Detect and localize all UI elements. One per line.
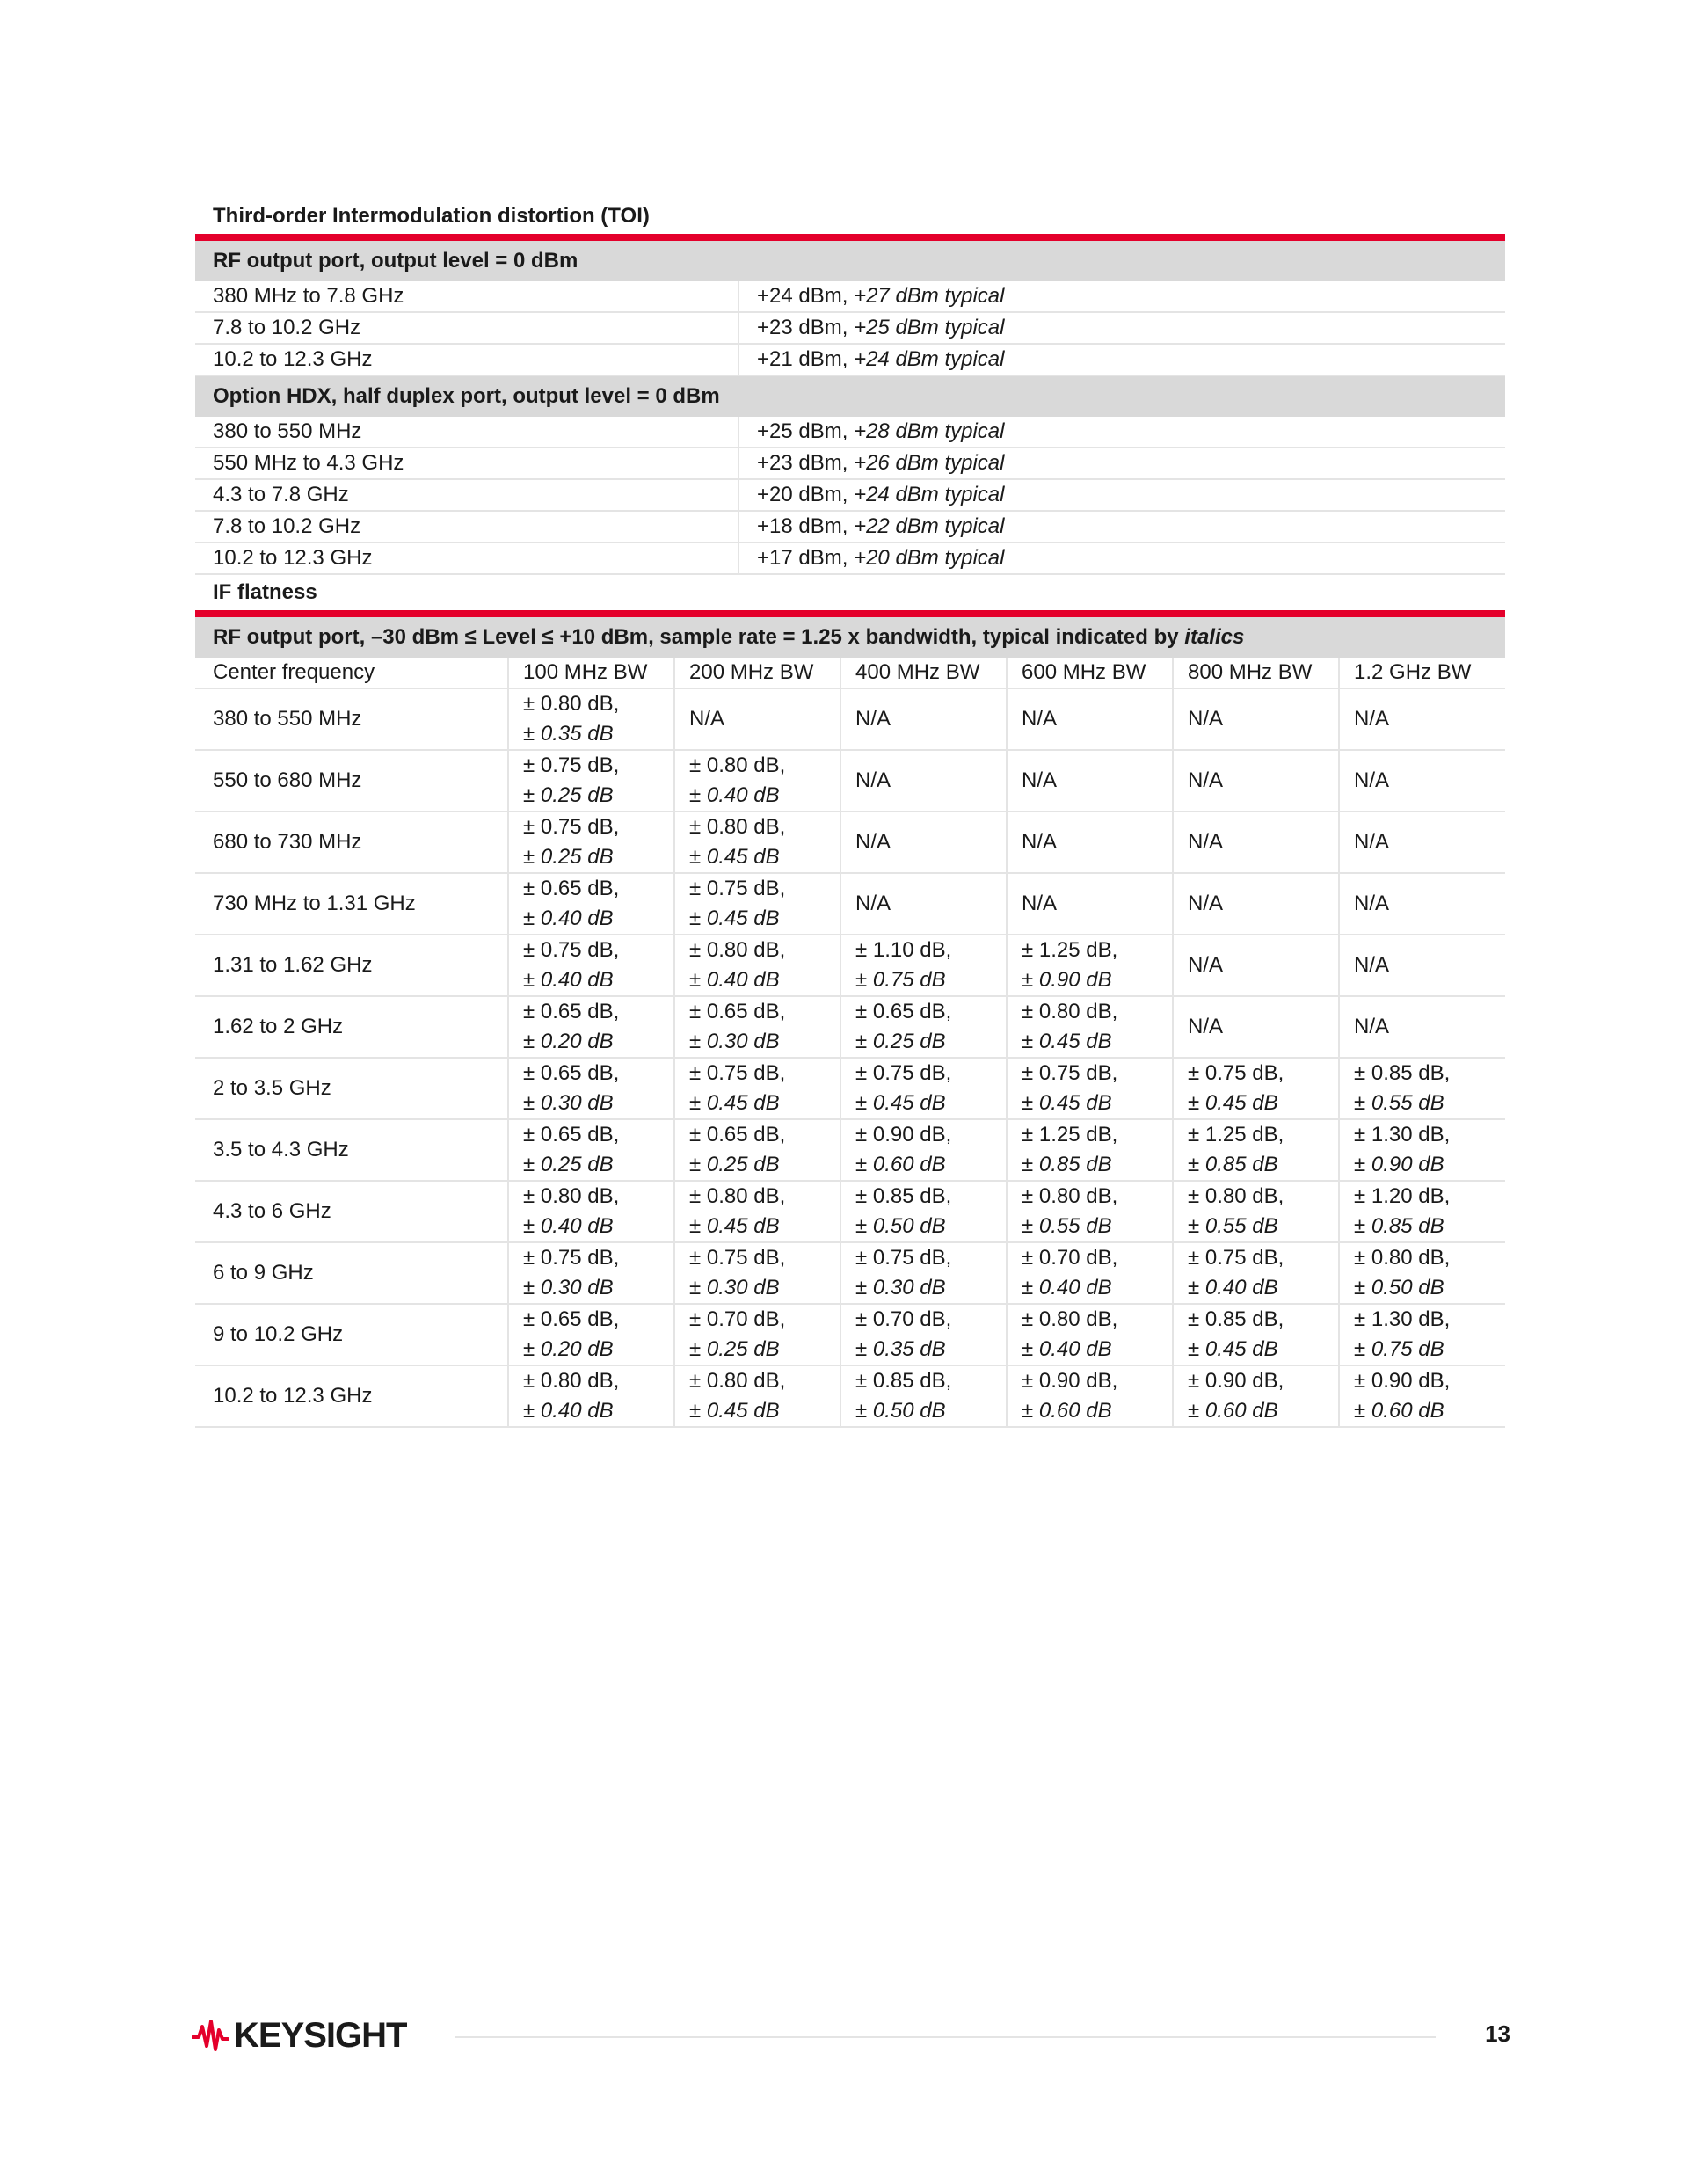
flatness-typical: ± 0.60 dB bbox=[855, 1153, 946, 1176]
column-header: 200 MHz BW bbox=[674, 658, 840, 688]
flatness-spec: ± 0.65 dB, bbox=[523, 1000, 620, 1023]
if-flatness-condition-text: RF output port, –30 dBm ≤ Level ≤ +10 dBm, sample rate = 1.25 x bandwidth, typical indicated by bbox=[213, 625, 1185, 649]
flatness-cell bbox=[1173, 1181, 1339, 1242]
center-frequency: 10.2 to 12.3 GHz bbox=[195, 1365, 508, 1427]
table-row bbox=[195, 996, 1505, 1058]
flatness-cell bbox=[674, 750, 840, 812]
flatness-typical: ± 0.40 dB bbox=[689, 783, 780, 807]
flatness-cell bbox=[1007, 935, 1173, 996]
flatness-spec: ± 0.65 dB, bbox=[689, 1000, 786, 1023]
flatness-typical: ± 0.85 dB bbox=[1354, 1214, 1444, 1238]
flatness-spec: ± 0.90 dB, bbox=[855, 1123, 952, 1147]
flatness-typical: ± 0.35 dB bbox=[523, 722, 614, 746]
flatness-cell: N/A bbox=[1339, 750, 1505, 812]
flatness-typical: ± 0.20 dB bbox=[523, 1337, 614, 1361]
flatness-cell: N/A bbox=[1339, 873, 1505, 935]
flatness-cell bbox=[508, 935, 674, 996]
flatness-spec: ± 0.75 dB, bbox=[855, 1246, 952, 1270]
flatness-spec: ± 0.80 dB, bbox=[689, 938, 786, 962]
flatness-spec: ± 1.25 dB, bbox=[1022, 1123, 1118, 1147]
flatness-spec: ± 0.70 dB, bbox=[1022, 1246, 1118, 1270]
table-row bbox=[195, 935, 1505, 996]
flatness-cell bbox=[1007, 1365, 1173, 1427]
flatness-typical: ± 0.45 dB bbox=[855, 1091, 946, 1115]
flatness-typical: ± 0.20 dB bbox=[523, 1030, 614, 1053]
flatness-typical: ± 0.30 dB bbox=[689, 1030, 780, 1053]
flatness-typical: ± 0.30 dB bbox=[689, 1276, 780, 1299]
keysight-logo bbox=[192, 2013, 406, 2057]
flatness-typical: ± 0.45 dB bbox=[689, 1399, 780, 1423]
flatness-cell bbox=[840, 935, 1007, 996]
center-frequency: 1.62 to 2 GHz bbox=[195, 996, 508, 1058]
flatness-typical: ± 0.25 dB bbox=[855, 1030, 946, 1053]
flatness-spec: ± 0.80 dB, bbox=[523, 692, 620, 716]
flatness-cell bbox=[840, 1365, 1007, 1427]
flatness-spec: ± 0.80 dB, bbox=[1188, 1184, 1284, 1208]
flatness-cell bbox=[508, 1365, 674, 1427]
toi-typical: +28 dBm typical bbox=[854, 419, 1005, 443]
center-frequency: 680 to 730 MHz bbox=[195, 812, 508, 873]
flatness-typical: ± 0.25 dB bbox=[689, 1337, 780, 1361]
flatness-spec: ± 0.80 dB, bbox=[1354, 1246, 1451, 1270]
flatness-typical: ± 0.40 dB bbox=[1022, 1276, 1112, 1299]
flatness-cell bbox=[1339, 1119, 1505, 1181]
toi-typical: +20 dBm typical bbox=[854, 546, 1005, 570]
flatness-typical: ± 0.45 dB bbox=[689, 1091, 780, 1115]
flatness-typical: ± 0.60 dB bbox=[1022, 1399, 1112, 1423]
flatness-spec: ± 0.75 dB, bbox=[1188, 1061, 1284, 1085]
table-row bbox=[195, 812, 1505, 873]
toi-group-header: Option HDX, half duplex port, output level = 0 dBm bbox=[195, 376, 1505, 417]
flatness-spec: ± 1.25 dB, bbox=[1022, 938, 1118, 962]
flatness-cell bbox=[674, 873, 840, 935]
center-frequency: 380 to 550 MHz bbox=[195, 688, 508, 750]
flatness-spec: ± 1.10 dB, bbox=[855, 938, 952, 962]
flatness-typical: ± 0.45 dB bbox=[689, 1214, 780, 1238]
toi-frequency-range: 550 MHz to 4.3 GHz bbox=[195, 448, 738, 479]
flatness-cell bbox=[1173, 1242, 1339, 1304]
flatness-spec: ± 0.65 dB, bbox=[523, 1061, 620, 1085]
flatness-spec: ± 0.75 dB, bbox=[523, 815, 620, 839]
flatness-cell bbox=[674, 1058, 840, 1119]
flatness-cell bbox=[674, 1119, 840, 1181]
flatness-cell bbox=[1339, 1304, 1505, 1365]
table-row bbox=[195, 1304, 1505, 1365]
if-flatness-header-row bbox=[195, 658, 1505, 688]
page-footer bbox=[192, 2013, 1510, 2057]
flatness-cell: N/A bbox=[1007, 750, 1173, 812]
flatness-cell bbox=[1007, 996, 1173, 1058]
flatness-cell bbox=[1339, 1181, 1505, 1242]
flatness-cell bbox=[1007, 1119, 1173, 1181]
toi-spec: +23 dBm, bbox=[757, 451, 855, 475]
toi-typical: +24 dBm typical bbox=[854, 483, 1005, 506]
flatness-cell: N/A bbox=[1173, 935, 1339, 996]
column-header: Center frequency bbox=[195, 658, 508, 688]
toi-spec-value bbox=[738, 448, 1505, 479]
flatness-cell bbox=[508, 1058, 674, 1119]
flatness-typical: ± 0.45 dB bbox=[1022, 1030, 1112, 1053]
flatness-spec: ± 0.80 dB, bbox=[1022, 1307, 1118, 1331]
column-header: 400 MHz BW bbox=[840, 658, 1007, 688]
flatness-cell bbox=[840, 1119, 1007, 1181]
flatness-typical: ± 0.35 dB bbox=[855, 1337, 946, 1361]
center-frequency: 730 MHz to 1.31 GHz bbox=[195, 873, 508, 935]
toi-typical: +26 dBm typical bbox=[854, 451, 1005, 475]
flatness-cell bbox=[508, 1304, 674, 1365]
flatness-cell bbox=[508, 873, 674, 935]
center-frequency: 1.31 to 1.62 GHz bbox=[195, 935, 508, 996]
flatness-spec: ± 0.75 dB, bbox=[523, 1246, 620, 1270]
flatness-cell bbox=[508, 1242, 674, 1304]
flatness-spec: ± 0.85 dB, bbox=[855, 1184, 952, 1208]
toi-spec-value bbox=[738, 344, 1505, 375]
toi-frequency-range: 7.8 to 10.2 GHz bbox=[195, 312, 738, 344]
flatness-cell bbox=[674, 1242, 840, 1304]
flatness-spec: ± 1.20 dB, bbox=[1354, 1184, 1451, 1208]
column-header: 600 MHz BW bbox=[1007, 658, 1173, 688]
flatness-typical: ± 0.40 dB bbox=[1188, 1276, 1278, 1299]
flatness-cell: N/A bbox=[840, 812, 1007, 873]
column-header: 100 MHz BW bbox=[508, 658, 674, 688]
flatness-typical: ± 0.50 dB bbox=[1354, 1276, 1444, 1299]
flatness-cell bbox=[674, 996, 840, 1058]
flatness-cell bbox=[674, 812, 840, 873]
flatness-typical: ± 0.85 dB bbox=[1022, 1153, 1112, 1176]
column-header: 1.2 GHz BW bbox=[1339, 658, 1505, 688]
flatness-cell bbox=[840, 996, 1007, 1058]
flatness-spec: ± 0.90 dB, bbox=[1188, 1369, 1284, 1393]
flatness-cell: N/A bbox=[1173, 812, 1339, 873]
flatness-typical: ± 0.50 dB bbox=[855, 1399, 946, 1423]
flatness-spec: ± 1.30 dB, bbox=[1354, 1123, 1451, 1147]
flatness-typical: ± 0.40 dB bbox=[1022, 1337, 1112, 1361]
flatness-spec: ± 0.70 dB, bbox=[855, 1307, 952, 1331]
flatness-typical: ± 0.30 dB bbox=[523, 1276, 614, 1299]
flatness-typical: ± 0.60 dB bbox=[1354, 1399, 1444, 1423]
flatness-cell bbox=[508, 1181, 674, 1242]
flatness-typical: ± 0.45 dB bbox=[689, 845, 780, 869]
footer-divider bbox=[455, 2036, 1436, 2038]
flatness-spec: ± 0.70 dB, bbox=[689, 1307, 786, 1331]
flatness-cell bbox=[1007, 1242, 1173, 1304]
flatness-cell bbox=[840, 1242, 1007, 1304]
flatness-cell bbox=[840, 1181, 1007, 1242]
flatness-spec: ± 0.90 dB, bbox=[1022, 1369, 1118, 1393]
column-header: 800 MHz BW bbox=[1173, 658, 1339, 688]
center-frequency: 3.5 to 4.3 GHz bbox=[195, 1119, 508, 1181]
flatness-typical: ± 0.30 dB bbox=[855, 1276, 946, 1299]
flatness-spec: ± 0.80 dB, bbox=[689, 1369, 786, 1393]
flatness-cell: N/A bbox=[1339, 688, 1505, 750]
flatness-spec: ± 0.75 dB, bbox=[689, 1246, 786, 1270]
center-frequency: 6 to 9 GHz bbox=[195, 1242, 508, 1304]
flatness-typical: ± 0.75 dB bbox=[855, 968, 946, 992]
table-row bbox=[195, 873, 1505, 935]
flatness-cell bbox=[508, 688, 674, 750]
table-row bbox=[195, 750, 1505, 812]
toi-spec: +21 dBm, bbox=[757, 347, 855, 371]
flatness-cell bbox=[508, 1119, 674, 1181]
flatness-cell bbox=[1173, 1058, 1339, 1119]
flatness-typical: ± 0.40 dB bbox=[523, 968, 614, 992]
toi-spec: +20 dBm, bbox=[757, 483, 855, 506]
toi-table bbox=[195, 281, 1505, 376]
flatness-cell bbox=[674, 935, 840, 996]
flatness-cell bbox=[1007, 1058, 1173, 1119]
flatness-spec: ± 0.65 dB, bbox=[523, 877, 620, 900]
flatness-typical: ± 0.25 dB bbox=[689, 1153, 780, 1176]
flatness-cell: N/A bbox=[1007, 688, 1173, 750]
flatness-typical: ± 0.45 dB bbox=[1022, 1091, 1112, 1115]
toi-spec: +24 dBm, bbox=[757, 284, 855, 308]
flatness-cell: N/A bbox=[1173, 750, 1339, 812]
toi-spec: +23 dBm, bbox=[757, 316, 855, 339]
flatness-typical: ± 0.40 dB bbox=[523, 1214, 614, 1238]
flatness-typical: ± 0.25 dB bbox=[523, 845, 614, 869]
flatness-typical: ± 0.30 dB bbox=[523, 1091, 614, 1115]
keysight-wordmark: KEYSIGHT bbox=[234, 2015, 407, 2055]
flatness-cell bbox=[1173, 1119, 1339, 1181]
flatness-cell bbox=[1339, 1242, 1505, 1304]
flatness-cell bbox=[674, 1304, 840, 1365]
flatness-typical: ± 0.90 dB bbox=[1022, 968, 1112, 992]
flatness-spec: ± 0.85 dB, bbox=[1188, 1307, 1284, 1331]
flatness-cell: N/A bbox=[1339, 812, 1505, 873]
toi-table-container bbox=[195, 241, 1505, 575]
flatness-typical: ± 0.60 dB bbox=[1188, 1399, 1278, 1423]
flatness-typical: ± 0.45 dB bbox=[1188, 1091, 1278, 1115]
flatness-spec: ± 0.75 dB, bbox=[523, 938, 620, 962]
table-row bbox=[195, 448, 1505, 479]
flatness-spec: ± 0.90 dB, bbox=[1354, 1369, 1451, 1393]
flatness-spec: ± 0.65 dB, bbox=[523, 1307, 620, 1331]
flatness-typical: ± 0.40 dB bbox=[523, 1399, 614, 1423]
flatness-spec: ± 0.75 dB, bbox=[689, 1061, 786, 1085]
flatness-spec: ± 0.65 dB, bbox=[855, 1000, 952, 1023]
flatness-spec: ± 0.85 dB, bbox=[855, 1369, 952, 1393]
flatness-spec: ± 0.75 dB, bbox=[689, 877, 786, 900]
center-frequency: 550 to 680 MHz bbox=[195, 750, 508, 812]
flatness-cell bbox=[1339, 1058, 1505, 1119]
flatness-typical: ± 0.40 dB bbox=[689, 968, 780, 992]
flatness-cell bbox=[840, 1304, 1007, 1365]
flatness-typical: ± 0.45 dB bbox=[689, 906, 780, 930]
table-row bbox=[195, 1181, 1505, 1242]
if-flatness-body bbox=[195, 688, 1505, 1427]
toi-frequency-range: 10.2 to 12.3 GHz bbox=[195, 344, 738, 375]
table-row bbox=[195, 417, 1505, 448]
if-flatness-condition-italic: italics bbox=[1184, 625, 1245, 649]
center-frequency: 2 to 3.5 GHz bbox=[195, 1058, 508, 1119]
if-flatness-section-title: IF flatness bbox=[195, 575, 1505, 617]
flatness-cell: N/A bbox=[1007, 873, 1173, 935]
flatness-cell: N/A bbox=[1339, 935, 1505, 996]
flatness-cell bbox=[674, 1365, 840, 1427]
toi-section-title: Third-order Intermodulation distortion (TOI) bbox=[195, 199, 1505, 241]
flatness-cell bbox=[1173, 1365, 1339, 1427]
flatness-typical: ± 0.50 dB bbox=[855, 1214, 946, 1238]
if-flatness-table bbox=[195, 658, 1505, 1428]
flatness-cell: N/A bbox=[840, 873, 1007, 935]
flatness-spec: ± 1.25 dB, bbox=[1188, 1123, 1284, 1147]
flatness-cell: N/A bbox=[840, 688, 1007, 750]
table-row bbox=[195, 1242, 1505, 1304]
flatness-cell: N/A bbox=[1173, 688, 1339, 750]
table-row bbox=[195, 511, 1505, 542]
if-flatness-condition-header bbox=[195, 617, 1505, 658]
flatness-spec: ± 0.80 dB, bbox=[689, 1184, 786, 1208]
toi-group-header: RF output port, output level = 0 dBm bbox=[195, 241, 1505, 281]
flatness-cell bbox=[1007, 1181, 1173, 1242]
flatness-spec: ± 0.80 dB, bbox=[1022, 1184, 1118, 1208]
page-number: 13 bbox=[1485, 2020, 1510, 2047]
table-row bbox=[195, 1119, 1505, 1181]
flatness-spec: ± 0.80 dB, bbox=[689, 753, 786, 777]
flatness-cell bbox=[1339, 1365, 1505, 1427]
flatness-spec: ± 0.80 dB, bbox=[1022, 1000, 1118, 1023]
flatness-cell bbox=[840, 1058, 1007, 1119]
flatness-typical: ± 0.25 dB bbox=[523, 783, 614, 807]
flatness-cell: N/A bbox=[674, 688, 840, 750]
flatness-typical: ± 0.75 dB bbox=[1354, 1337, 1444, 1361]
keysight-wave-icon bbox=[192, 2018, 229, 2053]
toi-spec-value bbox=[738, 542, 1505, 574]
table-row bbox=[195, 1365, 1505, 1427]
table-row bbox=[195, 479, 1505, 511]
table-row bbox=[195, 312, 1505, 344]
center-frequency: 9 to 10.2 GHz bbox=[195, 1304, 508, 1365]
toi-frequency-range: 7.8 to 10.2 GHz bbox=[195, 511, 738, 542]
flatness-cell: N/A bbox=[1173, 873, 1339, 935]
flatness-typical: ± 0.90 dB bbox=[1354, 1153, 1444, 1176]
flatness-typical: ± 0.40 dB bbox=[523, 906, 614, 930]
flatness-typical: ± 0.55 dB bbox=[1354, 1091, 1444, 1115]
flatness-cell bbox=[1007, 1304, 1173, 1365]
toi-frequency-range: 10.2 to 12.3 GHz bbox=[195, 542, 738, 574]
flatness-typical: ± 0.55 dB bbox=[1188, 1214, 1278, 1238]
flatness-spec: ± 0.85 dB, bbox=[1354, 1061, 1451, 1085]
flatness-spec: ± 0.75 dB, bbox=[523, 753, 620, 777]
flatness-spec: ± 0.75 dB, bbox=[1022, 1061, 1118, 1085]
toi-typical: +27 dBm typical bbox=[854, 284, 1005, 308]
flatness-cell bbox=[674, 1181, 840, 1242]
flatness-cell: N/A bbox=[1339, 996, 1505, 1058]
toi-frequency-range: 4.3 to 7.8 GHz bbox=[195, 479, 738, 511]
flatness-typical: ± 0.85 dB bbox=[1188, 1153, 1278, 1176]
toi-spec: +25 dBm, bbox=[757, 419, 855, 443]
toi-spec-value bbox=[738, 312, 1505, 344]
flatness-cell bbox=[508, 812, 674, 873]
flatness-spec: ± 0.80 dB, bbox=[689, 815, 786, 839]
flatness-spec: ± 0.80 dB, bbox=[523, 1369, 620, 1393]
flatness-cell bbox=[508, 996, 674, 1058]
page-content bbox=[195, 199, 1505, 1428]
flatness-cell: N/A bbox=[1007, 812, 1173, 873]
toi-spec: +17 dBm, bbox=[757, 546, 855, 570]
flatness-typical: ± 0.55 dB bbox=[1022, 1214, 1112, 1238]
flatness-spec: ± 0.75 dB, bbox=[855, 1061, 952, 1085]
table-row bbox=[195, 344, 1505, 375]
table-row bbox=[195, 688, 1505, 750]
toi-typical: +22 dBm typical bbox=[854, 514, 1005, 538]
table-row bbox=[195, 281, 1505, 312]
flatness-typical: ± 0.45 dB bbox=[1188, 1337, 1278, 1361]
toi-frequency-range: 380 MHz to 7.8 GHz bbox=[195, 281, 738, 312]
toi-table bbox=[195, 417, 1505, 575]
toi-typical: +25 dBm typical bbox=[854, 316, 1005, 339]
toi-typical: +24 dBm typical bbox=[854, 347, 1005, 371]
flatness-spec: ± 0.65 dB, bbox=[689, 1123, 786, 1147]
flatness-cell: N/A bbox=[1173, 996, 1339, 1058]
toi-spec-value bbox=[738, 479, 1505, 511]
table-row bbox=[195, 1058, 1505, 1119]
toi-spec-value bbox=[738, 511, 1505, 542]
flatness-spec: ± 0.65 dB, bbox=[523, 1123, 620, 1147]
flatness-cell bbox=[508, 750, 674, 812]
table-row bbox=[195, 542, 1505, 574]
toi-frequency-range: 380 to 550 MHz bbox=[195, 417, 738, 448]
flatness-cell bbox=[1173, 1304, 1339, 1365]
flatness-spec: ± 1.30 dB, bbox=[1354, 1307, 1451, 1331]
toi-spec: +18 dBm, bbox=[757, 514, 855, 538]
toi-spec-value bbox=[738, 417, 1505, 448]
flatness-cell: N/A bbox=[840, 750, 1007, 812]
flatness-typical: ± 0.25 dB bbox=[523, 1153, 614, 1176]
toi-spec-value bbox=[738, 281, 1505, 312]
flatness-spec: ± 0.80 dB, bbox=[523, 1184, 620, 1208]
center-frequency: 4.3 to 6 GHz bbox=[195, 1181, 508, 1242]
flatness-spec: ± 0.75 dB, bbox=[1188, 1246, 1284, 1270]
